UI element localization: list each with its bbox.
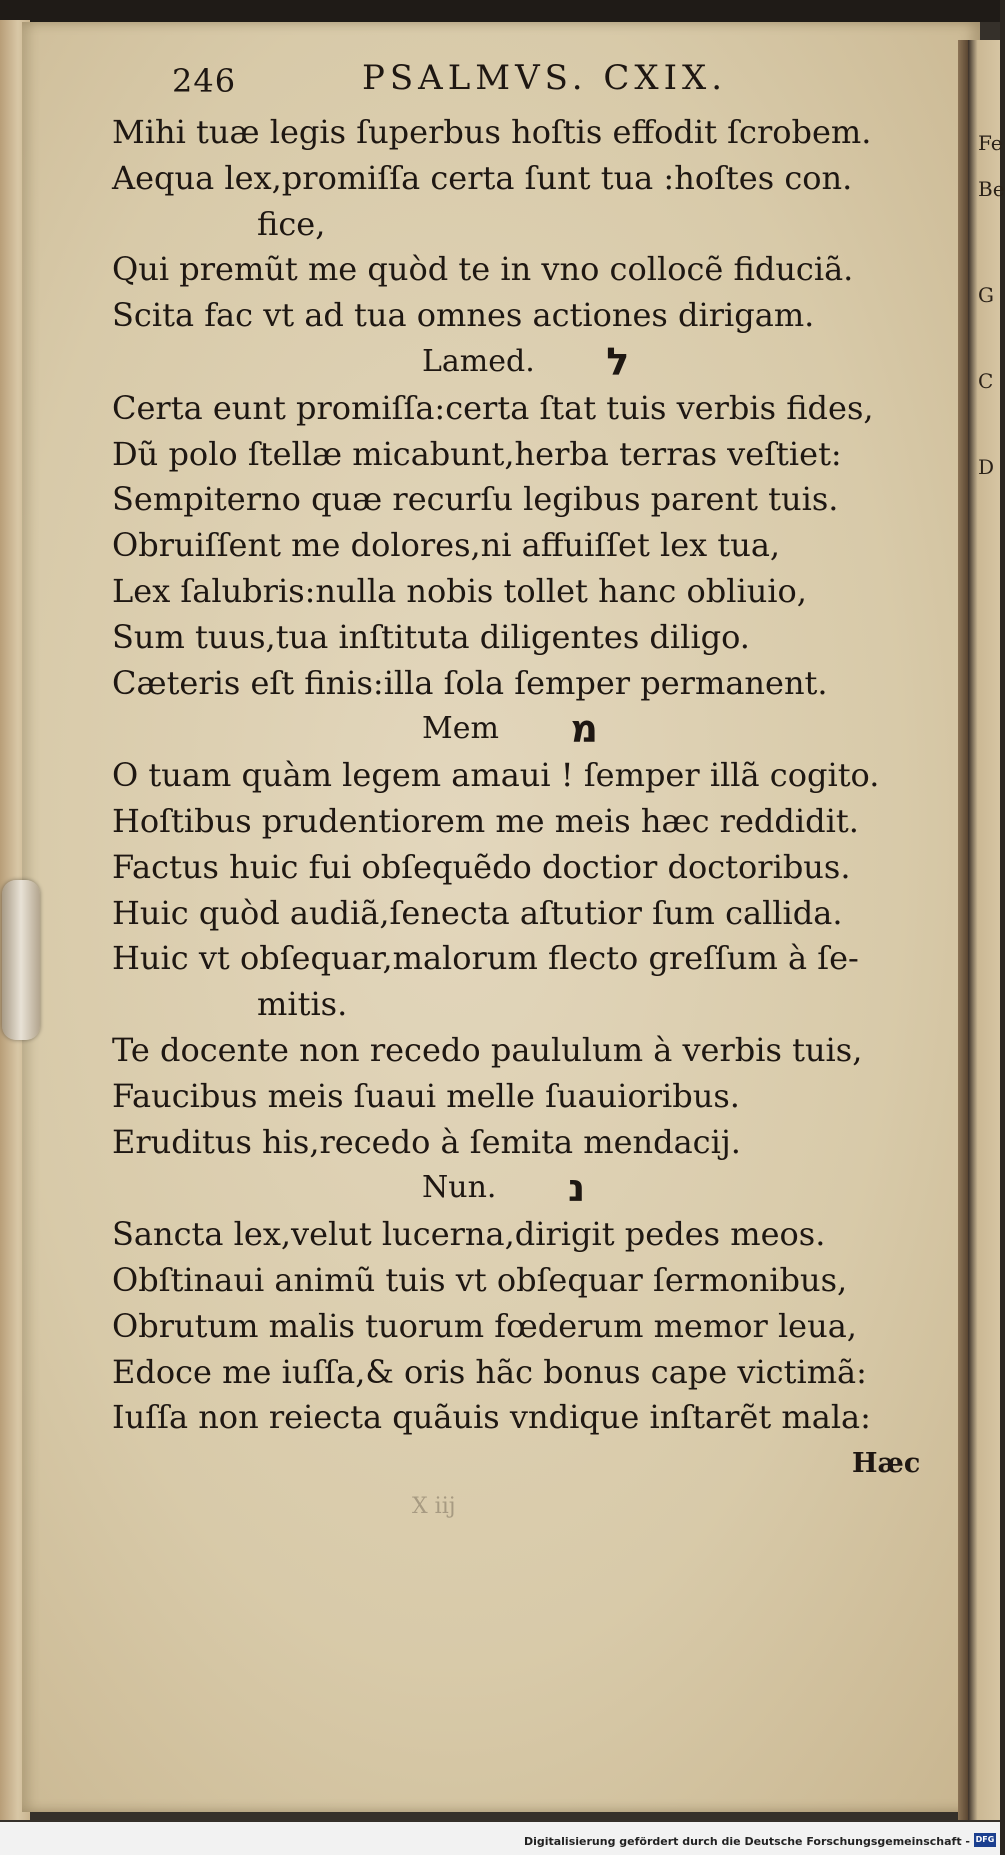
section-heading-nun	[112, 1165, 972, 1212]
verse-line: Aequa lex,promiſſa certa ſunt tua :hoſtes con.	[112, 158, 853, 197]
hebrew-letter: ל	[606, 339, 630, 384]
adjacent-fragment: G	[978, 283, 994, 307]
verse-line: Cæteris eſt finis:illa ſola ſemper permanent.	[112, 663, 828, 702]
digitization-credit: Digitalisierung gefördert durch die Deutsche Forschungsgemeinschaft -	[523, 1835, 970, 1848]
verse-line: Certa eunt promiſſa:certa ſtat tuis verbis fides,	[112, 388, 874, 427]
adjacent-page-text	[978, 120, 1005, 490]
signature-mark: X iij	[412, 1493, 456, 1519]
section-heading-lamed	[112, 339, 972, 386]
verse-line: Obruiſſent me dolores,ni affuiſſet lex tua,	[112, 526, 781, 565]
verse-line: Edoce me iuſſa,& oris hãc bonus cape victimã:	[112, 1352, 867, 1391]
verse-line: Huic quòd audiã,ſenecta aſtutior ſum callida.	[112, 893, 843, 932]
hebrew-letter: מ	[570, 707, 598, 752]
verse-line: Te docente non recedo paululum à verbis tuis,	[112, 1030, 863, 1069]
page-text	[112, 52, 972, 1527]
verse-line: Mihi tuæ legis ſuperbus hoſtis effodit ſcrobem.	[112, 113, 872, 151]
verse-line: Qui premũt me quòd te in vno collocẽ fiduciã.	[112, 250, 854, 289]
verse-line: Faucibus meis ſuaui melle ſuauioribus.	[112, 1076, 740, 1115]
section-heading-label: Mem	[422, 711, 499, 747]
verse-line: Factus huic fui obſequẽdo doctior doctoribus.	[112, 847, 851, 886]
verse-line: Lex ſalubris:nulla nobis tollet hanc obliuio,	[112, 571, 807, 610]
page-number: 246	[172, 62, 237, 100]
page-header	[112, 52, 972, 110]
verse-line: Hoſtibus prudentiorem me meis hæc reddidit.	[112, 801, 859, 840]
verse-line: Obrutum malis tuorum fœderum memor leua,	[112, 1306, 857, 1345]
verse-line: Scita fac vt ad tua omnes actiones dirigam.	[112, 296, 815, 335]
adjacent-fragment: Be	[978, 177, 1005, 201]
section-heading-label: Nun.	[422, 1170, 497, 1206]
section-heading-mem	[112, 706, 972, 753]
verse-line: Sancta lex,velut lucerna,dirigit pedes meos.	[112, 1215, 826, 1254]
running-title: PSALMVS. CXIX.	[362, 58, 728, 98]
verse-line: Iuſſa non reiecta quãuis vndique inſtarẽt mala:	[112, 1398, 871, 1437]
book-top-edge	[0, 0, 1000, 22]
adjacent-fragment: Fe	[978, 131, 1003, 155]
dfg-logo: DFG	[974, 1833, 996, 1847]
verse-line: Huic vt obſequar,malorum flecto greſſum à ſe-	[112, 939, 859, 978]
verse-line: Eruditus his,recedo à ſemita mendacij.	[112, 1122, 741, 1161]
section-heading-label: Lamed.	[422, 343, 535, 379]
hebrew-letter: נ	[567, 1166, 586, 1211]
clasp	[2, 880, 40, 1040]
adjacent-fragment: C	[978, 369, 994, 393]
verse-line: Sum tuus,tua inſtituta diligentes diligo.	[112, 617, 750, 656]
catchword: Hæc	[852, 1448, 921, 1480]
verse-line: fice,	[257, 204, 326, 243]
verse-line: Sempiterno quæ recurſu legibus parent tuis.	[112, 480, 839, 519]
adjacent-fragment: D	[978, 455, 995, 479]
verse-line: mitis.	[257, 985, 348, 1024]
verse-line: O tuam quàm legem amaui ! ſemper illã cogito.	[112, 756, 880, 795]
verse-line: Dũ polo ſtellæ micabunt,herba terras veſtiet:	[112, 434, 842, 473]
verse-line: Obſtinaui animũ tuis vt obſequar ſermonibus,	[112, 1260, 848, 1299]
